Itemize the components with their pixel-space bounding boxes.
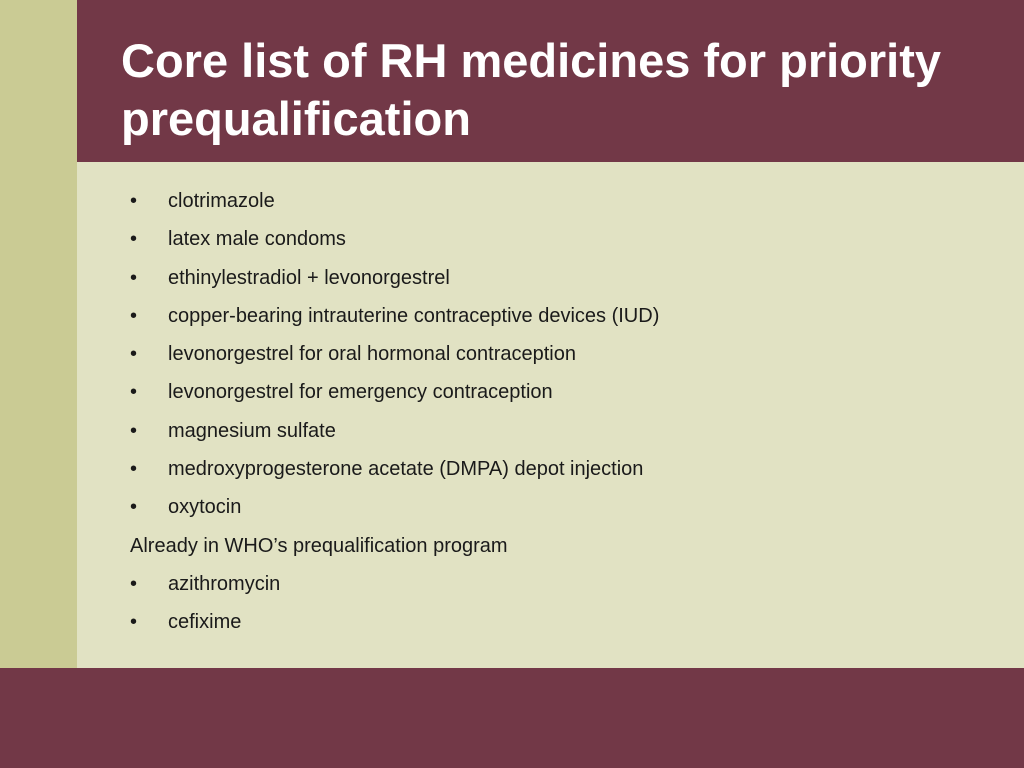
- list-item-text: levonorgestrel for emergency contraception: [168, 381, 553, 404]
- left-accent-strip: [0, 0, 77, 668]
- list-item-text: magnesium sulfate: [168, 419, 336, 442]
- bullet-icon: •: [130, 572, 138, 595]
- bullet-icon: •: [130, 266, 138, 289]
- slide-title: Core list of RH medicines for priority prequalification: [121, 34, 942, 145]
- bullet-icon: •: [130, 458, 138, 481]
- bottom-band: [0, 668, 1024, 768]
- bullet-icon: •: [130, 304, 138, 327]
- list-item-text: copper-bearing intrauterine contraceptive devices (IUD): [168, 304, 660, 327]
- bullet-icon: •: [130, 611, 138, 634]
- bullet-icon: •: [130, 190, 138, 212]
- bullet-icon: •: [130, 419, 138, 442]
- bullet-icon: •: [130, 381, 138, 404]
- list-item-text: ethinylestradiol + levonorgestrel: [168, 266, 450, 289]
- list-item-text: Already in WHO’s prequalification program: [130, 534, 508, 557]
- bullet-icon: •: [130, 496, 138, 519]
- list-item-text: medroxyprogesterone acetate (DMPA) depot injection: [168, 458, 644, 481]
- content-area: [77, 162, 1024, 668]
- list-item-text: oxytocin: [168, 496, 242, 519]
- bullet-icon: •: [130, 228, 138, 251]
- list-item-text: azithromycin: [168, 572, 281, 595]
- list-item-text: latex male condoms: [168, 228, 346, 251]
- list-item-text: cefixime: [168, 611, 242, 634]
- bullet-icon: •: [130, 343, 138, 366]
- list-item-text: clotrimazole: [168, 190, 275, 212]
- list-item-text: levonorgestrel for oral hormonal contraception: [168, 343, 576, 366]
